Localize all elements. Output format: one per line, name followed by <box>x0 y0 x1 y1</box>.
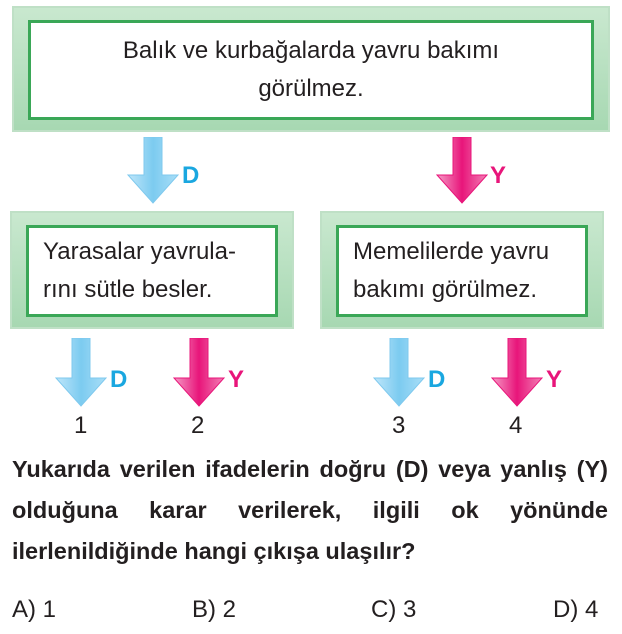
top-statement-box <box>28 20 594 120</box>
right-false-label: Y <box>546 366 563 393</box>
left-statement-line1: Yarasalar yavrula- <box>43 238 236 265</box>
top-statement-line2: görülmez. <box>258 75 364 102</box>
exit-4: 4 <box>509 412 523 439</box>
left-statement-frame <box>10 211 294 329</box>
option-c[interactable]: C) 3 <box>371 596 417 623</box>
option-d[interactable]: D) 4 <box>553 596 599 623</box>
top-statement-text <box>123 32 499 108</box>
left-statement-box <box>26 225 278 317</box>
question-text: Yukarıda verilen ifadelerin doğru (D) veya yanlış (Y) olduğuna karar verilerek, ilgili ok yönünde ilerlenildiğinde hangi çıkışa ulaşılır? <box>12 456 608 564</box>
top-false-label: Y <box>490 162 507 189</box>
right-true-label: D <box>428 366 446 393</box>
exit-3: 3 <box>392 412 406 439</box>
left-true-label: D <box>110 366 128 393</box>
top-true-arrow-icon <box>126 137 180 205</box>
exit-1: 1 <box>74 412 88 439</box>
right-statement-frame <box>320 211 604 329</box>
top-statement-line1: Balık ve kurbağalarda yavru bakımı <box>122 37 500 64</box>
right-statement-box <box>336 225 588 317</box>
exit-2: 2 <box>191 412 205 439</box>
right-false-arrow-icon <box>490 338 544 408</box>
right-true-arrow-icon <box>372 338 426 408</box>
right-statement-text <box>353 233 549 309</box>
right-statement-line1: Memelilerde yavru <box>353 238 550 265</box>
left-false-arrow-icon <box>172 338 226 408</box>
option-a[interactable]: A) 1 <box>12 596 57 623</box>
option-b[interactable]: B) 2 <box>192 596 237 623</box>
left-false-label: Y <box>228 366 245 393</box>
top-false-arrow-icon <box>435 137 489 205</box>
top-true-label: D <box>182 162 200 189</box>
left-statement-line2: rını sütle besler. <box>43 276 213 303</box>
top-statement-frame <box>12 6 610 132</box>
left-statement-text <box>43 233 236 309</box>
right-statement-line2: bakımı görülmez. <box>353 276 538 303</box>
left-true-arrow-icon <box>54 338 108 408</box>
